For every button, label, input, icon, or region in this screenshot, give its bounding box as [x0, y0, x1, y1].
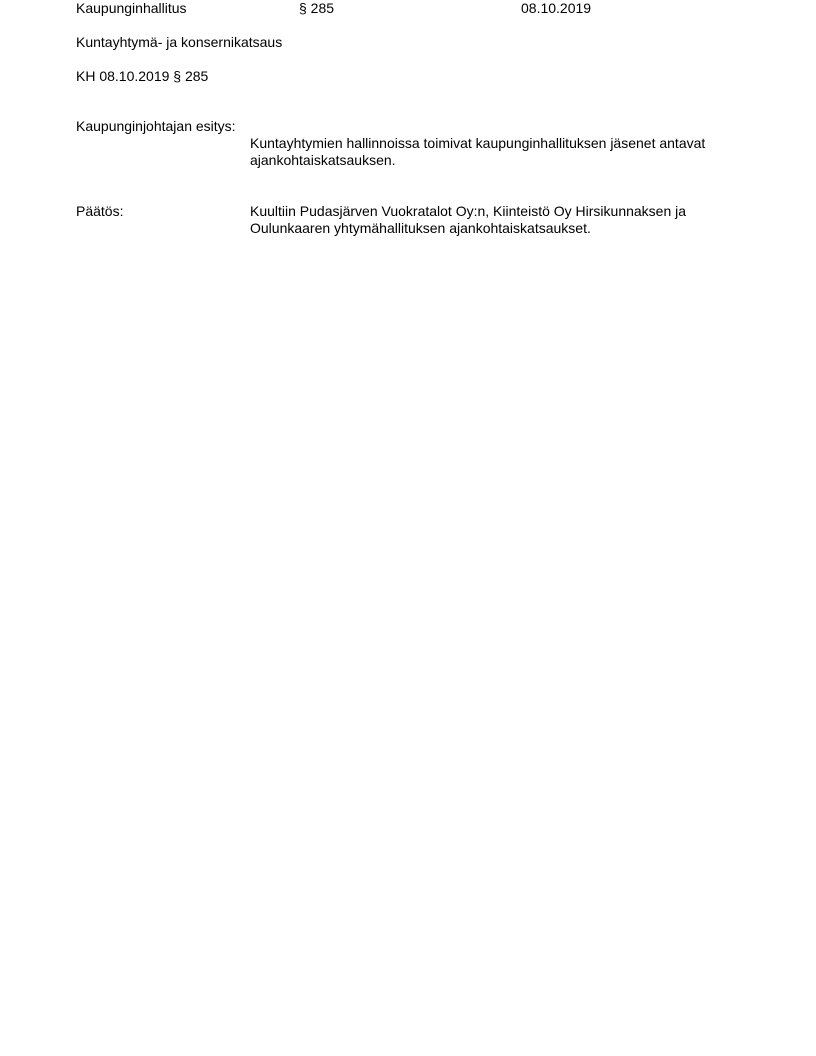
header-organ: Kaupunginhallitus	[76, 0, 187, 16]
proposal-label: Kaupunginjohtajan esitys:	[76, 118, 236, 134]
proposal-text: Kuntayhtymien hallinnoissa toimivat kaupunginhallituksen jäsenet antavat ajankohtaiskatsauksen.	[250, 135, 706, 168]
header-section: § 285	[299, 0, 335, 16]
document-title: Kuntayhtymä- ja konsernikatsaus	[76, 34, 283, 50]
decision-text: Kuultiin Pudasjärven Vuokratalot Oy:n, Kiinteistö Oy Hirsikunnaksen ja Oulunkaaren yhtymähallituksen ajankohtaiskatsaukset.	[250, 203, 687, 236]
decision-label: Päätös:	[76, 203, 124, 219]
header-date: 08.10.2019	[521, 0, 592, 16]
meeting-reference: KH 08.10.2019 § 285	[76, 68, 209, 84]
